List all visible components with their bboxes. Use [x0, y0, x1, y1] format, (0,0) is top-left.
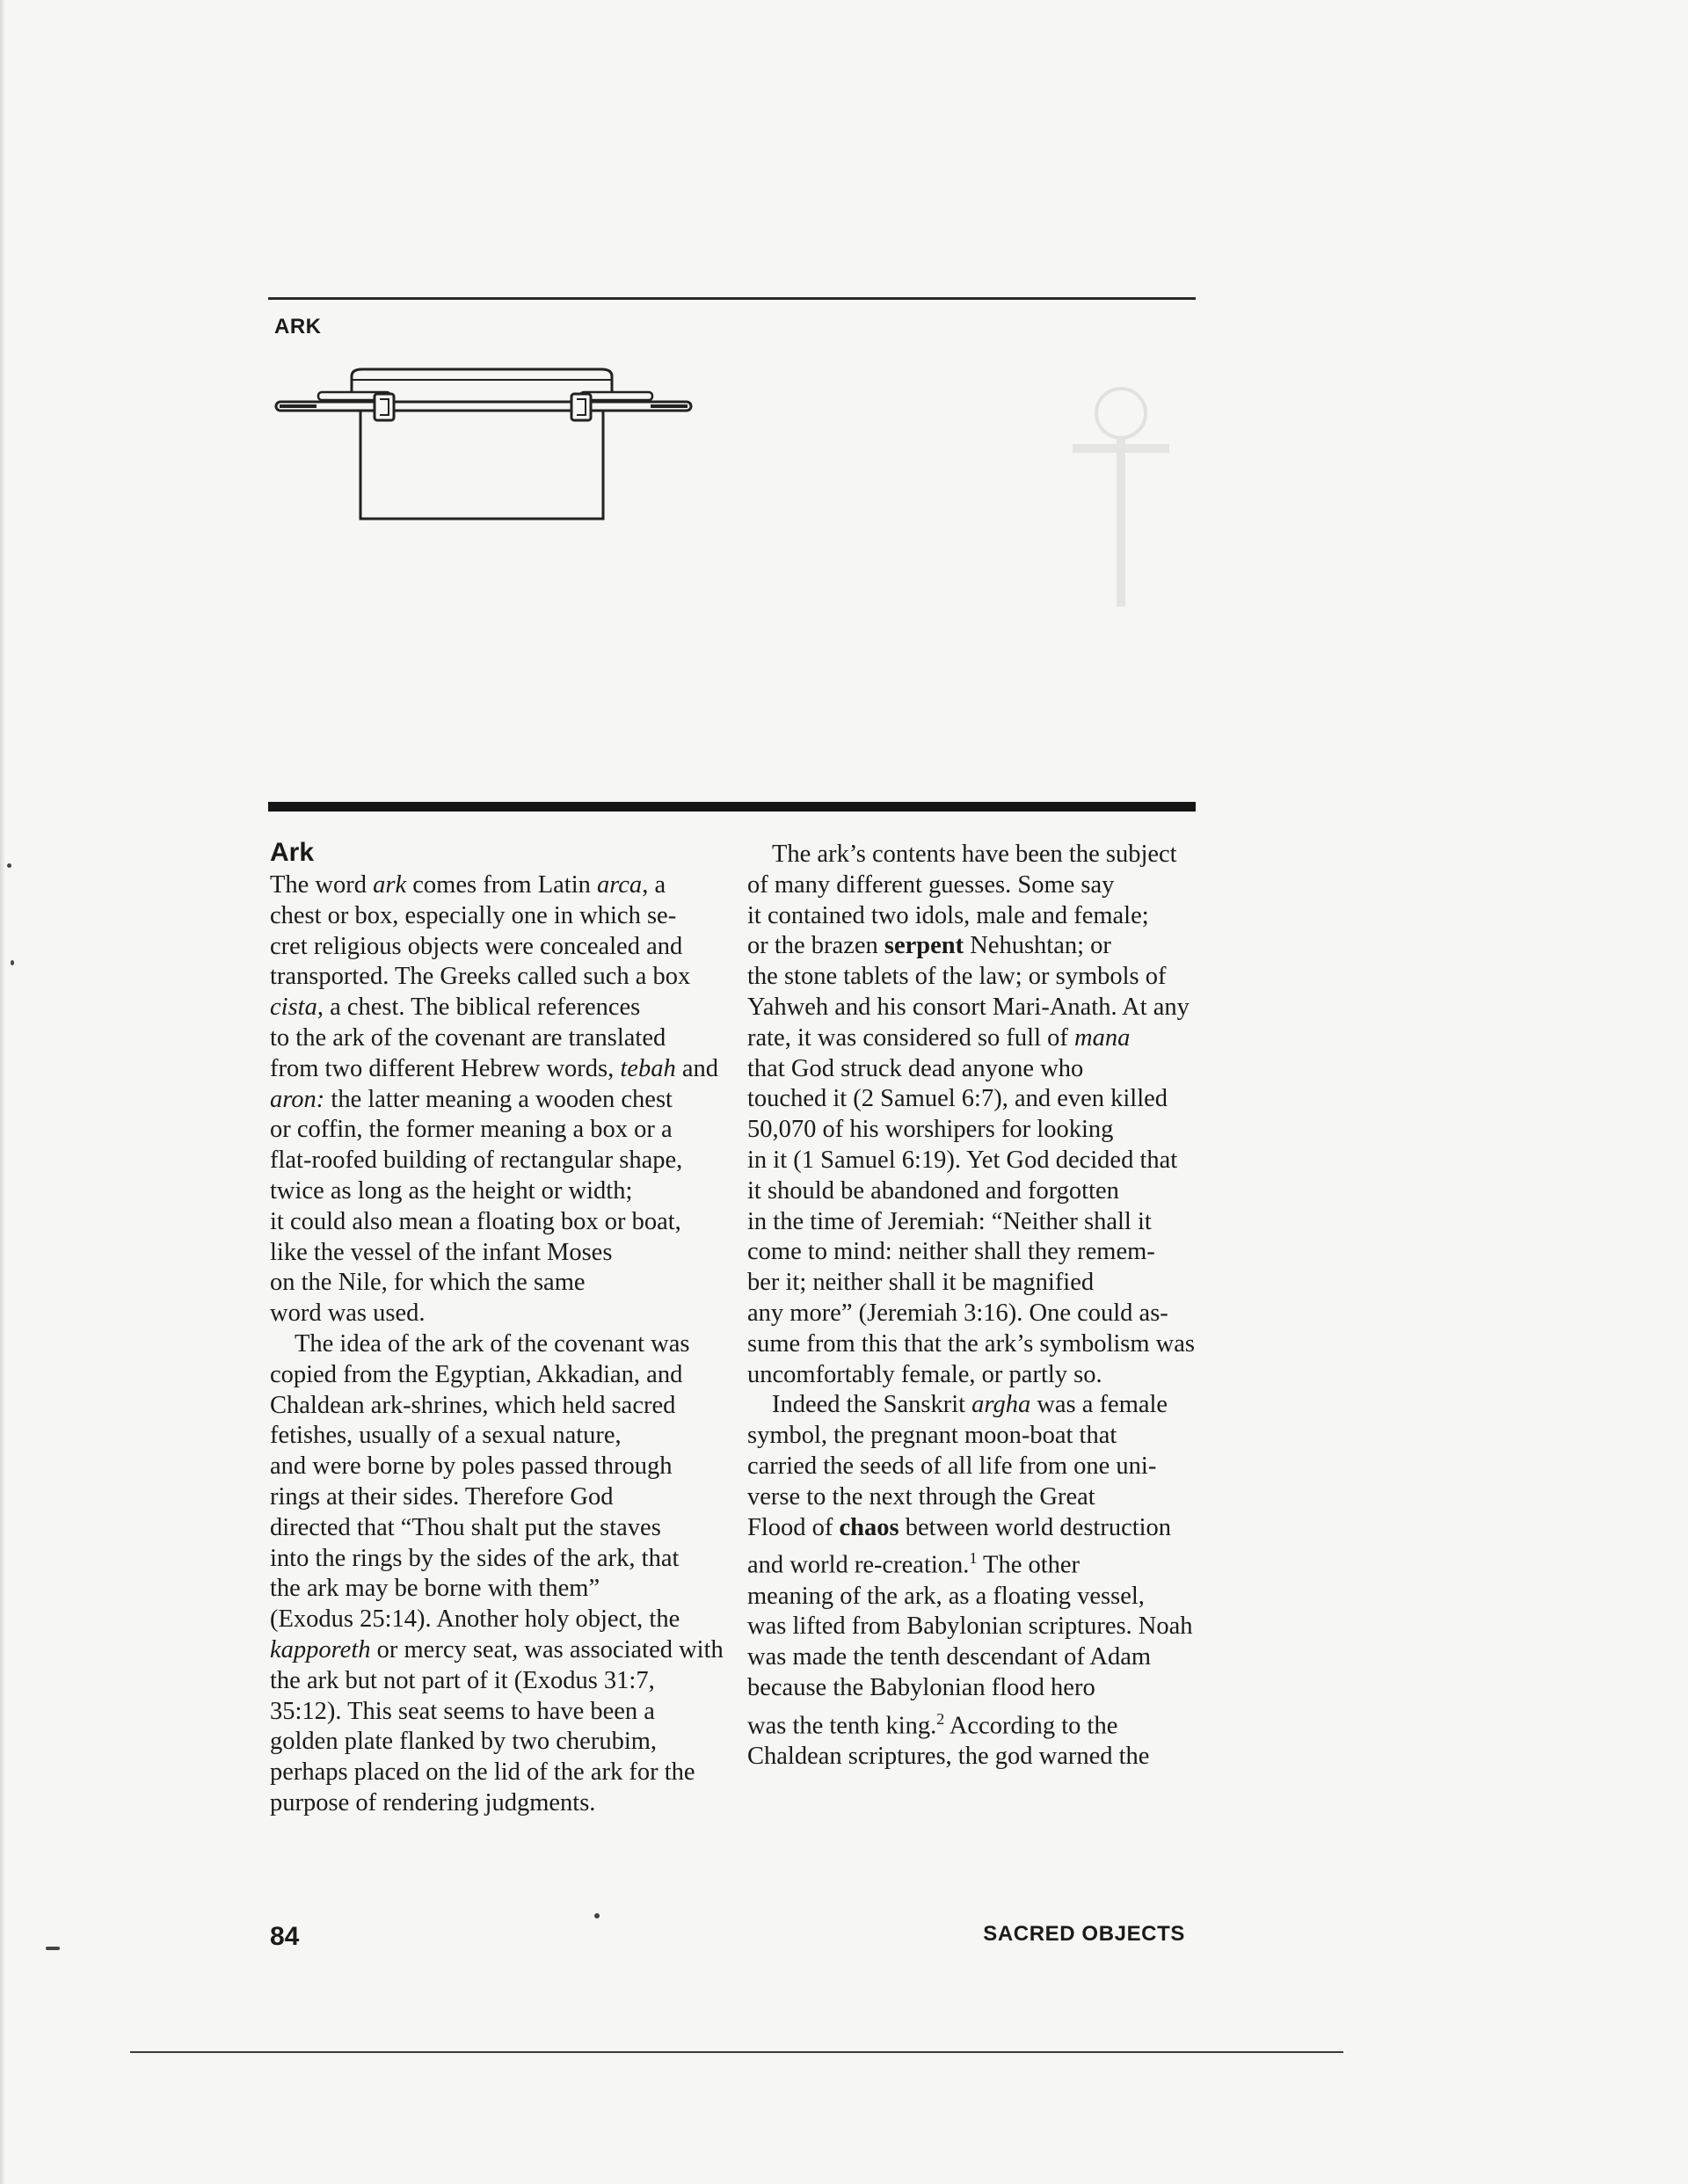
text-run: it could also mean a floating box or boat, — [270, 1207, 681, 1235]
italic-term: aron: — [270, 1085, 325, 1113]
text-run: or coffin, the former meaning a box or a — [270, 1116, 673, 1144]
text-run: flat-roofed building of rectangular shape, — [270, 1147, 683, 1175]
text-run: of many different guesses. Some say — [747, 870, 1115, 899]
text-line — [270, 1085, 718, 1116]
text-run: it should be abandoned and forgotten — [747, 1176, 1119, 1205]
text-run: directed that “Thou shalt put the staves — [270, 1513, 661, 1541]
scan-speck — [7, 863, 11, 868]
italic-term: argha — [971, 1391, 1031, 1419]
text-run: sume from this that the ark’s symbolism was — [747, 1329, 1195, 1358]
text-line — [270, 1329, 718, 1360]
footnote-marker: 2 — [936, 1709, 945, 1728]
bleed-through-ankh — [1064, 352, 1178, 615]
text-line — [270, 1207, 718, 1238]
text-line — [270, 1299, 718, 1329]
text-run: or the brazen — [747, 932, 884, 960]
text-run: because the Babylonian flood hero — [747, 1674, 1095, 1702]
text-line — [747, 1360, 1196, 1391]
text-run: or mercy seat, was associated with — [370, 1635, 724, 1663]
text-line — [747, 1642, 1196, 1673]
text-run: The word — [270, 871, 374, 899]
text-line — [270, 1360, 718, 1391]
text-line — [270, 1391, 718, 1422]
text-run: in it (1 Samuel 6:19). Yet God decided that — [747, 1146, 1178, 1174]
text-run: 50,070 of his worshipers for looking — [747, 1116, 1114, 1144]
text-run: was the tenth king. — [747, 1712, 937, 1740]
text-run: word was used. — [270, 1299, 426, 1328]
text-line — [747, 1176, 1196, 1207]
text-line — [270, 1176, 718, 1207]
top-rule — [268, 297, 1196, 300]
text-line — [747, 1023, 1196, 1054]
text-line — [270, 1054, 718, 1085]
text-run: chest or box, especially one in which se- — [270, 901, 677, 929]
text-line — [747, 1452, 1196, 1482]
bottom-rule — [130, 2051, 1343, 2053]
text-run: and — [675, 1054, 718, 1082]
text-run: touched it (2 Samuel 6:7), and even killed — [747, 1085, 1168, 1113]
italic-term: tebah — [620, 1054, 676, 1082]
text-line — [270, 1544, 718, 1575]
left-column-text — [270, 870, 724, 1819]
text-line — [270, 1115, 718, 1146]
text-line — [747, 1390, 1196, 1421]
cross-reference-term: chaos — [839, 1513, 899, 1541]
italic-term: arca — [597, 871, 643, 899]
text-line — [270, 993, 718, 1023]
right-column-text — [747, 840, 1196, 1773]
text-line — [270, 1788, 718, 1819]
italic-term: cista — [270, 994, 317, 1022]
text-run: uncomfortably female, or partly so. — [747, 1360, 1102, 1388]
figure-label: ARK — [274, 315, 322, 339]
text-line — [747, 1543, 1196, 1581]
italic-term: ark — [373, 871, 407, 899]
text-line — [747, 870, 1196, 901]
scan-speck — [46, 1947, 60, 1950]
text-line — [270, 1146, 718, 1176]
text-run: into the rings by the sides of the ark, that — [270, 1544, 680, 1572]
text-line — [747, 1115, 1196, 1146]
text-run: it contained two idols, male and female; — [747, 901, 1149, 929]
text-run: transported. The Greeks called such a box — [270, 963, 691, 991]
text-line — [747, 1084, 1196, 1115]
text-line — [747, 1054, 1196, 1085]
text-run: golden plate flanked by two cherubim, — [270, 1728, 658, 1756]
text-run: , a — [642, 871, 666, 899]
text-run: Yahweh and his consort Mari-Anath. At any — [747, 993, 1190, 1021]
text-run: fetishes, usually of a sexual nature, — [270, 1422, 622, 1450]
footnote-marker: 1 — [969, 1549, 978, 1568]
text-line — [270, 962, 718, 993]
text-run: to the ark of the covenant are translated — [270, 1023, 666, 1052]
text-line — [747, 1582, 1196, 1613]
text-line — [747, 1673, 1196, 1704]
text-run: , a chest. The biblical references — [316, 994, 641, 1022]
right-column — [747, 840, 1196, 1773]
text-line — [270, 1697, 718, 1728]
text-run: Indeed the Sanskrit — [772, 1391, 972, 1419]
page-number: 84 — [270, 1922, 300, 1951]
text-line — [270, 1452, 718, 1482]
text-line — [747, 1299, 1196, 1329]
text-line — [270, 1605, 718, 1635]
text-run: The ark’s contents have been the subject — [772, 841, 1177, 868]
text-run: rate, it was considered so full of — [747, 1023, 1074, 1052]
text-line — [270, 932, 718, 963]
italic-term: kapporeth — [270, 1635, 371, 1663]
text-line — [270, 1758, 718, 1788]
text-run: come to mind: neither shall they remem- — [747, 1238, 1155, 1266]
text-run: carried the seeds of all life from one uni- — [747, 1452, 1157, 1480]
text-run: Chaldean ark-shrines, which held sacred — [270, 1391, 676, 1419]
text-line — [747, 1207, 1196, 1238]
text-run: any more” (Jeremiah 3:16). One could as- — [747, 1299, 1168, 1327]
cross-reference-term: serpent — [884, 932, 964, 960]
text-run: The other — [977, 1551, 1080, 1579]
ark-illustration — [264, 352, 703, 528]
text-line — [747, 962, 1196, 993]
text-run: the stone tablets of the law; or symbols of — [747, 963, 1167, 991]
text-run: that God struck dead anyone who — [747, 1054, 1084, 1082]
text-line — [747, 1268, 1196, 1299]
text-line — [747, 1704, 1196, 1742]
text-line — [270, 1023, 718, 1054]
text-run: in the time of Jeremiah: “Neither shall it — [747, 1207, 1152, 1235]
text-run: Nehushtan; or — [964, 932, 1111, 960]
running-head: SACRED OBJECTS — [983, 1922, 1185, 1946]
text-line — [747, 1421, 1196, 1452]
section-rule — [268, 802, 1196, 812]
text-run: was made the tenth descendant of Adam — [747, 1643, 1152, 1671]
text-run: the latter meaning a wooden chest — [324, 1085, 673, 1113]
text-line — [747, 840, 1196, 870]
text-line — [747, 1513, 1196, 1544]
text-run: rings at their sides. Therefore God — [270, 1482, 614, 1511]
text-run: symbol, the pregnant moon-boat that — [747, 1422, 1117, 1450]
text-run: between world destruction — [899, 1513, 1172, 1541]
italic-term: mana — [1073, 1023, 1131, 1052]
text-run: verse to the next through the Great — [747, 1482, 1095, 1511]
text-line — [747, 901, 1196, 932]
text-run: meaning of the ark, as a floating vessel, — [747, 1582, 1145, 1610]
text-line — [270, 1268, 718, 1299]
text-line — [747, 931, 1196, 962]
text-run: comes from Latin — [406, 871, 597, 899]
text-line — [270, 1238, 718, 1269]
text-run: purpose of rendering judgments. — [270, 1788, 596, 1816]
text-run: copied from the Egyptian, Akkadian, and — [270, 1360, 683, 1388]
text-run: (Exodus 25:14). Another holy object, the — [270, 1605, 680, 1634]
text-run: Chaldean scriptures, the god warned the — [747, 1743, 1150, 1771]
text-line — [747, 1146, 1196, 1176]
scan-speck — [594, 1913, 600, 1918]
text-line — [270, 1727, 718, 1758]
text-run: like the vessel of the infant Moses — [270, 1238, 613, 1266]
text-run: and were borne by poles passed through — [270, 1452, 673, 1481]
text-line — [270, 1421, 718, 1452]
text-line — [270, 1574, 718, 1605]
text-run: from two different Hebrew words, — [270, 1054, 621, 1082]
text-run: perhaps placed on the lid of the ark for the — [270, 1758, 695, 1787]
text-line — [747, 1329, 1196, 1360]
text-line — [270, 901, 718, 932]
text-run: cret religious objects were concealed and — [270, 932, 683, 960]
text-line — [747, 1742, 1196, 1773]
left-column — [270, 835, 724, 1819]
text-run: 35:12). This seat seems to have been a — [270, 1697, 655, 1725]
text-line — [747, 1482, 1196, 1513]
text-run: The idea of the ark of the covenant was — [295, 1329, 690, 1358]
text-line — [747, 1237, 1196, 1268]
text-run: Flood of — [747, 1513, 840, 1541]
text-line — [270, 1513, 718, 1544]
text-run: was lifted from Babylonian scriptures. Noah — [747, 1613, 1193, 1641]
scan-speck — [11, 960, 14, 965]
text-line — [270, 1482, 718, 1513]
text-run: was a female — [1030, 1391, 1168, 1419]
text-run: According to the — [944, 1712, 1118, 1740]
text-run: and world re-creation. — [747, 1551, 970, 1579]
text-run: the ark but not part of it (Exodus 31:7, — [270, 1666, 655, 1694]
text-run: the ark may be borne with them” — [270, 1575, 600, 1603]
entry-heading: Ark — [270, 838, 315, 867]
scan-edge — [0, 0, 5, 2184]
text-line — [747, 993, 1196, 1023]
text-run: ber it; neither shall it be magnified — [747, 1269, 1095, 1297]
text-line — [270, 870, 718, 901]
text-line — [270, 1666, 718, 1697]
text-run: on the Nile, for which the same — [270, 1269, 586, 1297]
text-line — [747, 1612, 1196, 1642]
text-line — [270, 1635, 724, 1666]
text-run: twice as long as the height or width; — [270, 1176, 633, 1205]
